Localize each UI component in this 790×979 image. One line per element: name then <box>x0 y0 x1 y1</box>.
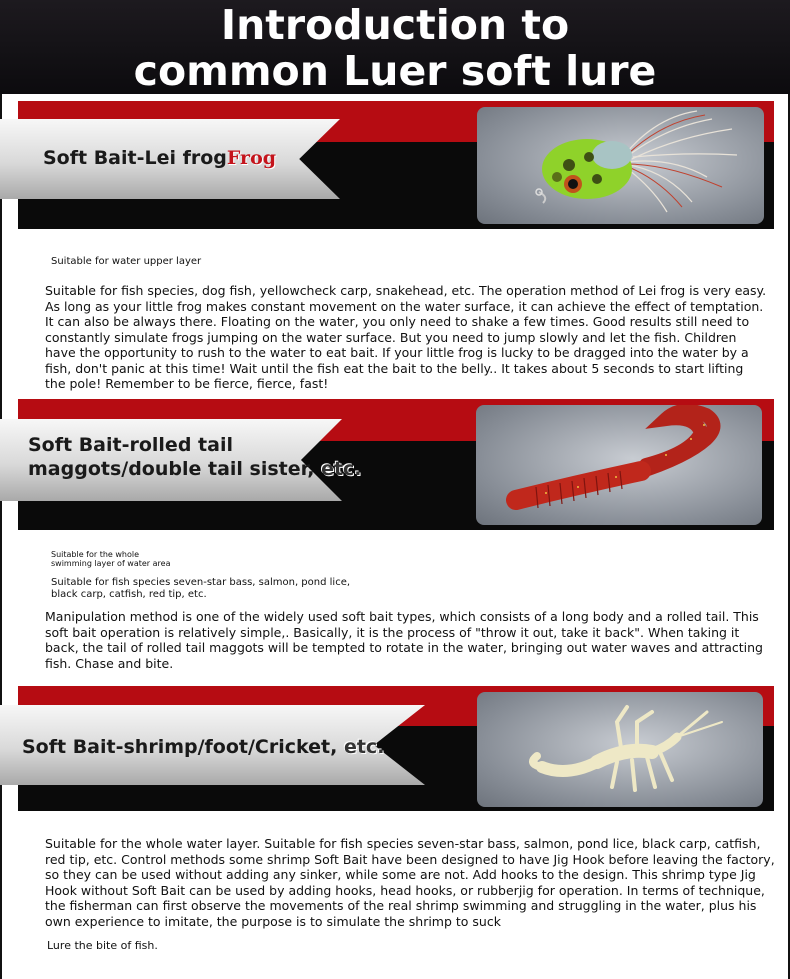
title-line-1: Introduction to <box>220 1 570 49</box>
shrimp-description: Suitable for the whole water layer. Suitable for fish species seven-star bass, salmon, pond lice, black carp, catfish, red tip, etc. Control methods some shrimp Soft Bait have been designed to have Jig Hook before leaving the factory, so they can be used without adding any sinker, while some are not. Add hooks to the design. This shrimp type Jig Hook without Soft Bait can be used by adding hooks, head hooks, or rubberjig for operation. In terms of technique, the fisherman can first observe the movements of the real shrimp swimming and struggling in the water, plus his own experience to imitate, the purpose is to simulate the shrimp to suck <box>45 836 775 929</box>
grub-species-label <box>51 577 350 601</box>
ribbon-title-tail: etc. <box>337 736 385 758</box>
ribbon-title-tail: etc. <box>314 458 362 480</box>
grub-layer-line-2: swimming layer of water area <box>51 559 171 568</box>
grub-species-line-2: black carp, catfish, red tip, etc. <box>51 589 207 600</box>
frog-lure-image <box>477 107 764 224</box>
grub-description: Manipulation method is one of the widely used soft bait types, which consists of a long body and a rolled tail. This soft bait operation is relatively simple,. Basically, it is the process of "throw it out, take it back". When taking it back, the tail of rolled tail maggots will be tempted to rotate in the water, bringing out water waves and attracting fish. Chase and bite. <box>45 609 763 671</box>
left-border <box>0 94 2 979</box>
title-line-2: common Luer soft lure <box>133 47 657 95</box>
grub-lure-image <box>476 405 762 525</box>
frog-layer-label: Suitable for water upper layer <box>51 256 202 267</box>
shrimp-lure-image <box>477 692 763 807</box>
ribbon-title-main: Soft Bait-Lei frog <box>43 147 227 169</box>
shrimp-footer-text: Lure the bite of fish. <box>47 939 158 952</box>
frog-lure-illustration <box>477 107 764 224</box>
ribbon-title-grub <box>28 433 362 481</box>
ribbon-title-accent: Frog <box>226 147 277 169</box>
header-banner <box>0 0 790 94</box>
ribbon-title-line-1: Soft Bait-rolled tail <box>28 434 233 456</box>
ribbon-title-shrimp <box>22 735 384 759</box>
grub-lure-illustration <box>476 405 762 525</box>
grub-species-line-1: Suitable for fish species seven-star bass, salmon, pond lice, <box>51 577 351 588</box>
ribbon-title-frog <box>43 146 276 170</box>
shrimp-lure-illustration <box>477 692 763 807</box>
ribbon-title-main: Soft Bait-shrimp/foot/Cricket, <box>22 736 338 758</box>
page-title <box>0 2 790 94</box>
grub-layer-label <box>51 550 170 568</box>
grub-layer-line-1: Suitable for the whole <box>51 550 140 559</box>
frog-description: Suitable for fish species, dog fish, yellowcheck carp, snakehead, etc. The operation method of Lei frog is very easy. As long as your little frog makes constant movement on the water surface, it can achieve the effect of temptation. It can also be always there. Floating on the water, you only need to shake a few times. Good results still need to constantly simulate frogs jumping on the water surface. But you need to jump slowly and let the fish. Children have the opportunity to rush to the water to eat bait. If your little frog is lucky to be dragged into the water by a fish, don't panic at this time! Wait until the fish eat the bait to the belly.. It takes about 5 seconds to start lifting the pole! Remember to be fierce, fierce, fast! <box>45 283 767 391</box>
ribbon-title-line-2: maggots/double tail sister, <box>28 458 315 480</box>
